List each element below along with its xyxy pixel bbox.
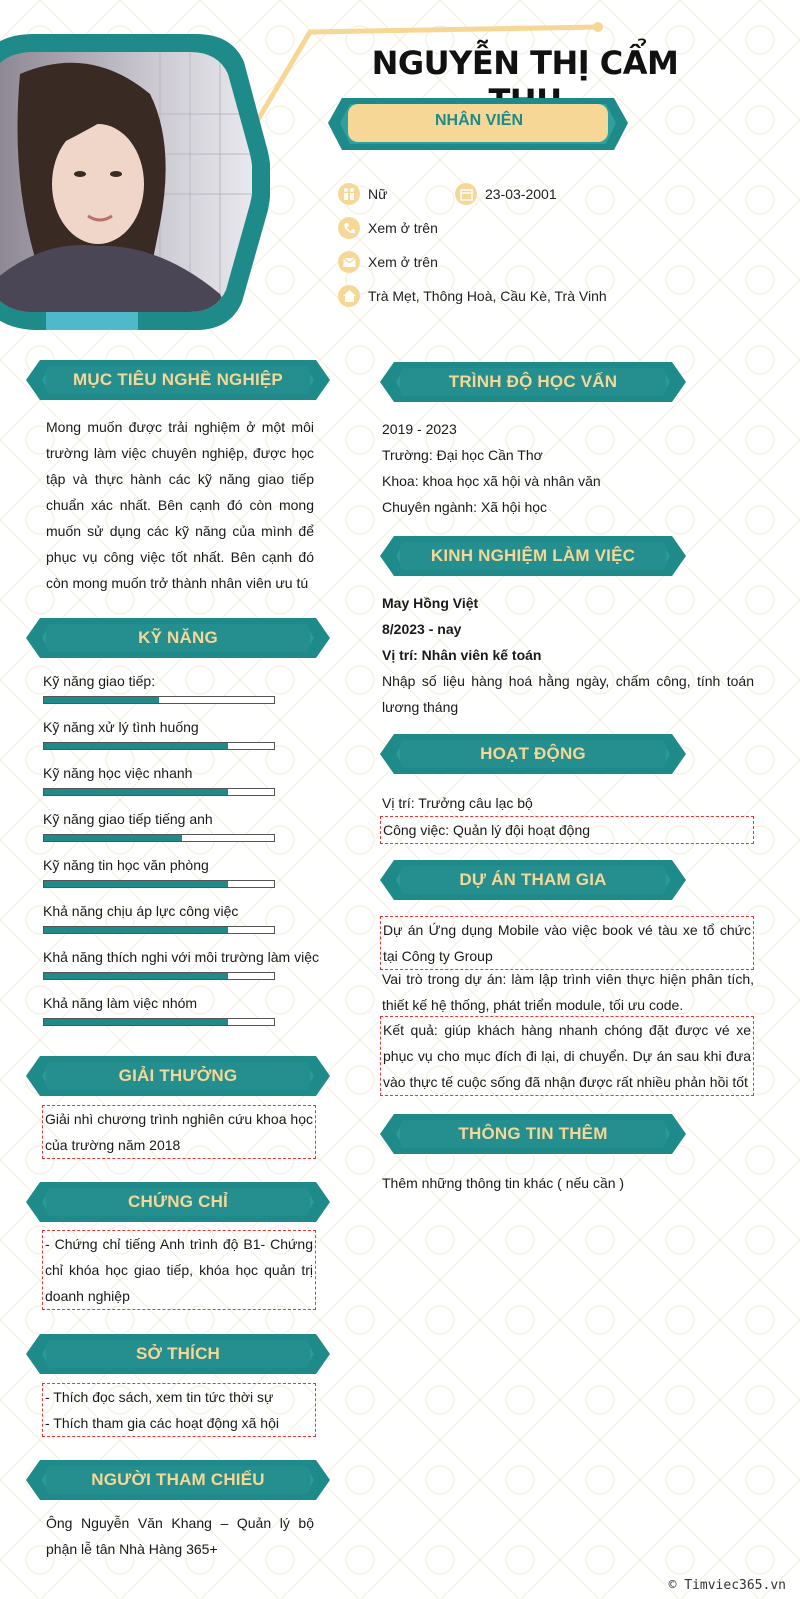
skill-label: Kỹ năng giao tiếp tiếng anh [43, 811, 213, 827]
candidate-name: NGUYỄN THỊ CẨM [371, 44, 679, 82]
experience-period: 8/2023 - nay [382, 621, 462, 637]
hobbies-banner [26, 1334, 330, 1378]
skill-label: Kỹ năng xử lý tình huống [43, 719, 199, 735]
skill-item [43, 949, 319, 995]
references-banner [26, 1460, 330, 1504]
hobbies-title: SỞ THÍCH [135, 1344, 221, 1363]
skill-item [43, 673, 319, 719]
skill-bar-fill [44, 927, 228, 933]
skills-title: KỸ NĂNG [138, 628, 218, 647]
gender-row [338, 183, 387, 205]
additional-text: Thêm những thông tin khác ( nếu cần ) [382, 1175, 625, 1191]
skill-item [43, 719, 319, 765]
education-banner [380, 362, 686, 406]
skills-list [43, 673, 319, 1041]
certificates-text: - Chứng chỉ tiếng Anh trình độ B1- Chứng chỉ khóa học giao tiếp, khóa học quản trị doanh nghiệp [42, 1230, 316, 1310]
projects-banner [380, 860, 686, 904]
skill-item [43, 903, 319, 949]
skill-bar-fill [44, 743, 228, 749]
additional-banner [380, 1114, 686, 1158]
certificates-title: CHỨNG CHỈ [128, 1192, 228, 1211]
skill-bar-fill [44, 789, 228, 795]
skill-label: Khả năng thích nghi với môi trường làm việc [43, 949, 319, 965]
candidate-role: NHÂN VIÊN [434, 112, 523, 129]
references-text: Ông Nguyễn Văn Khang – Quản lý bộ phận lễ tân Nhà Hàng 365+ [46, 1515, 314, 1557]
experience-title: KINH NGHIỆM LÀM VIỆC [430, 546, 636, 565]
projects-title: DỰ ÁN THAM GIA [459, 870, 607, 889]
skill-label: Khả năng làm việc nhóm [43, 995, 198, 1011]
skill-bar [43, 880, 275, 888]
activities-banner [380, 734, 686, 778]
skill-label: Kỹ năng học việc nhanh [43, 765, 193, 781]
skill-bar-fill [44, 835, 182, 841]
skill-bar-fill [44, 1019, 228, 1025]
skill-item [43, 857, 319, 903]
phone-text: Xem ở trên [368, 220, 438, 236]
education-major: Chuyên ngành: Xã hội học [382, 499, 548, 515]
hobby-line-1: - Thích đọc sách, xem tin tức thời sự [45, 1389, 274, 1405]
address-text: Trà Mẹt, Thông Hoà, Cầu Kè, Trà Vinh [368, 288, 607, 304]
calendar-icon [455, 183, 477, 205]
home-icon [338, 285, 360, 307]
birthdate-row [455, 183, 557, 205]
certificates-banner [26, 1182, 330, 1226]
experience-details [382, 590, 754, 720]
skill-bar-fill [44, 697, 159, 703]
skill-bar [43, 926, 275, 934]
address-row [338, 285, 607, 307]
skill-item [43, 995, 319, 1041]
education-school: Trường: Đại học Cần Thơ [382, 447, 543, 463]
skill-bar-fill [44, 973, 228, 979]
activities-title: HOẠT ĐỘNG [480, 744, 586, 763]
skill-label: Khả năng chịu áp lực công việc [43, 903, 239, 919]
experience-description: Nhập số liệu hàng hoá hằng ngày, chấm công, tính toán lương tháng [382, 673, 754, 715]
education-details [382, 416, 754, 520]
projects-role: Vai trò trong dự án: làm lập trình viên thực hiện phân tích, thiết kế hệ thống, phát triển module, tối ưu code. [382, 971, 754, 1013]
gender-text: Nữ [368, 186, 388, 202]
education-faculty: Khoa: khoa học xã hội và nhân văn [382, 473, 601, 489]
experience-company: May Hồng Việt [382, 595, 479, 611]
projects-result: Kết quả: giúp khách hàng nhanh chóng đặt được vé xe phục vụ cho mục đích đi lại, di chuyển. Dự án sau khi đưa vào thực tế cuộc sống đã nhận được rất nhiều phản hồi tốt [380, 1016, 754, 1096]
objective-banner [26, 360, 330, 404]
skill-label: Kỹ năng tin học văn phòng [43, 857, 209, 873]
projects-name: Dự án Ứng dụng Mobile vào việc book vé tàu xe tổ chức tại Công ty Group [380, 916, 754, 970]
phone-icon [338, 217, 360, 239]
objective-text: Mong muốn được trải nghiệm ở một môi trường làm việc chuyên nghiệp, được học tập và thực hành các kỹ năng giao tiếp chuẩn xác nhất. Bên cạnh đó còn mong muốn sử dụng các kỹ năng của mình để phục vụ công việc tốt nhất. Bên cạnh đó còn mong muốn trở thành nhân viên ưu tú [46, 419, 314, 591]
awards-title: GIẢI THƯỞNG [118, 1066, 238, 1085]
skill-bar [43, 972, 275, 980]
additional-title: THÔNG TIN THÊM [458, 1124, 608, 1143]
email-row [338, 251, 438, 273]
skill-bar-fill [44, 881, 228, 887]
gender-icon [338, 183, 360, 205]
education-period: 2019 - 2023 [382, 421, 457, 437]
references-title: NGƯỜI THAM CHIẾU [91, 1470, 265, 1489]
phone-row [338, 217, 438, 239]
awards-banner [26, 1056, 330, 1100]
email-text: Xem ở trên [368, 254, 438, 270]
mail-icon [338, 251, 360, 273]
skill-label: Kỹ năng giao tiếp: [43, 673, 156, 689]
skill-bar [43, 742, 275, 750]
experience-position: Vị trí: Nhân viên kế toán [382, 647, 542, 663]
hobbies-box [42, 1383, 316, 1437]
experience-banner [380, 536, 686, 580]
birthdate-text: 23-03-2001 [485, 186, 557, 202]
objective-title: MỤC TIÊU NGHỀ NGHIỆP [73, 370, 283, 389]
activities-position: Vị trí: Trưởng câu lạc bộ [382, 795, 533, 811]
skill-bar [43, 834, 275, 842]
activities-work: Công việc: Quản lý đội hoạt động [380, 816, 754, 844]
skill-bar [43, 696, 275, 704]
skill-bar [43, 1018, 275, 1026]
awards-text: Giải nhì chương trình nghiên cứu khoa học của trường năm 2018 [42, 1105, 316, 1159]
footer-watermark: © Timviec365.vn [668, 1578, 786, 1593]
skills-banner [26, 618, 330, 662]
education-title: TRÌNH ĐỘ HỌC VẤN [448, 372, 618, 391]
hobby-line-2: - Thích tham gia các hoạt động xã hội [45, 1415, 279, 1431]
skill-bar [43, 788, 275, 796]
profile-photo [0, 34, 270, 330]
skill-item [43, 811, 319, 857]
skill-item [43, 765, 319, 811]
